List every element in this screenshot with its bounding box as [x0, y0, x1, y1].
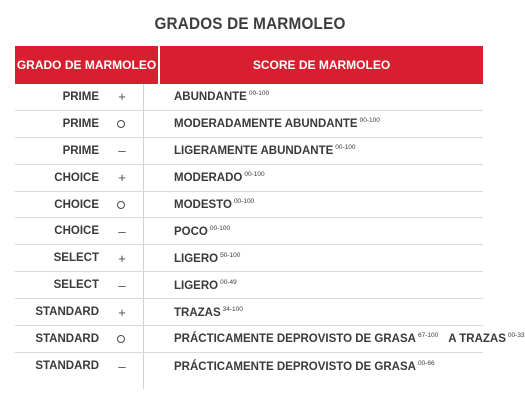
grade-label: SELECT: [53, 279, 99, 292]
score-label: PRÁCTICAMENTE DEPROVISTO DE GRASA: [174, 333, 416, 346]
score-cell: [174, 306, 243, 319]
grade-label: CHOICE: [54, 225, 99, 238]
score-range: 00-100: [209, 224, 231, 232]
circle-icon: [117, 201, 125, 209]
grade-label: STANDARD: [35, 360, 99, 373]
table-row: [15, 299, 483, 326]
score-extra-range: 00-33: [507, 332, 525, 340]
plus-icon: +: [118, 250, 126, 266]
score-cell: [174, 117, 380, 130]
score-range: 00-66: [417, 359, 435, 367]
grade-label: PRIME: [62, 144, 99, 157]
score-cell: [174, 225, 230, 238]
score-range: 00-100: [233, 198, 255, 205]
grade-label: STANDARD: [35, 332, 99, 345]
minus-icon: –: [118, 277, 126, 293]
table-row: [15, 353, 483, 380]
table-row: [15, 245, 483, 272]
score-range: 00-100: [248, 90, 270, 98]
table-row: [15, 138, 483, 165]
table-row: [15, 84, 483, 111]
score-label: TRAZAS: [174, 306, 221, 319]
score-cell: [174, 252, 240, 265]
score-range: 00-100: [244, 171, 265, 179]
header-score: SCORE DE MARMOLEO: [252, 58, 391, 72]
score-label: MODESTO: [174, 199, 232, 211]
score-label: ABUNDANTE: [174, 91, 247, 104]
minus-icon: –: [118, 223, 126, 239]
score-label: MODERADO: [174, 172, 243, 185]
score-label: LIGERO: [174, 252, 219, 265]
score-cell: [174, 332, 525, 345]
grade-label: PRIME: [62, 90, 99, 103]
score-range: 00-49: [220, 278, 237, 286]
plus-icon: +: [118, 89, 126, 105]
score-label: POCO: [174, 225, 208, 238]
page-title: GRADOS DE MARMOLEO: [154, 14, 346, 33]
score-range: 50-100: [220, 251, 241, 259]
grade-label: CHOICE: [54, 171, 99, 184]
score-label: LIGERO: [174, 279, 219, 292]
circle-icon: [117, 120, 125, 128]
header-grade: GRADO DE MARMOLEO: [16, 58, 157, 72]
score-label: LIGERAMENTE ABUNDANTE: [174, 145, 334, 158]
grade-label: PRIME: [62, 117, 99, 130]
score-label: PRÁCTICAMENTE DEPROVISTO DE GRASA: [174, 360, 416, 373]
plus-icon: +: [118, 304, 126, 320]
score-extra-label: A TRAZAS: [448, 333, 506, 346]
score-range: 67-100: [417, 332, 439, 340]
score-range: 34-100: [222, 305, 243, 313]
table-row: [15, 111, 483, 138]
score-range: 00-100: [335, 144, 356, 152]
plus-icon: +: [118, 170, 126, 186]
score-cell: [174, 144, 356, 157]
grade-label: SELECT: [53, 252, 99, 265]
score-cell: [174, 360, 435, 373]
score-cell: [174, 279, 237, 292]
score-cell: [174, 198, 254, 211]
table-row: [15, 272, 483, 299]
minus-icon: –: [118, 143, 126, 159]
table-row: [15, 326, 525, 353]
grade-label: STANDARD: [35, 306, 99, 319]
score-cell: [174, 171, 265, 184]
table-row: [15, 218, 483, 245]
table-row: [15, 165, 483, 192]
circle-icon: [117, 335, 125, 343]
score-range: 00-100: [359, 117, 380, 125]
table-row: [15, 192, 483, 219]
minus-icon: –: [118, 358, 126, 374]
table-header: [15, 46, 483, 84]
score-label: MODERADAMENTE ABUNDANTE: [174, 118, 358, 131]
score-cell: [174, 90, 269, 103]
table-body: [15, 84, 525, 380]
grade-label: CHOICE: [54, 198, 99, 211]
